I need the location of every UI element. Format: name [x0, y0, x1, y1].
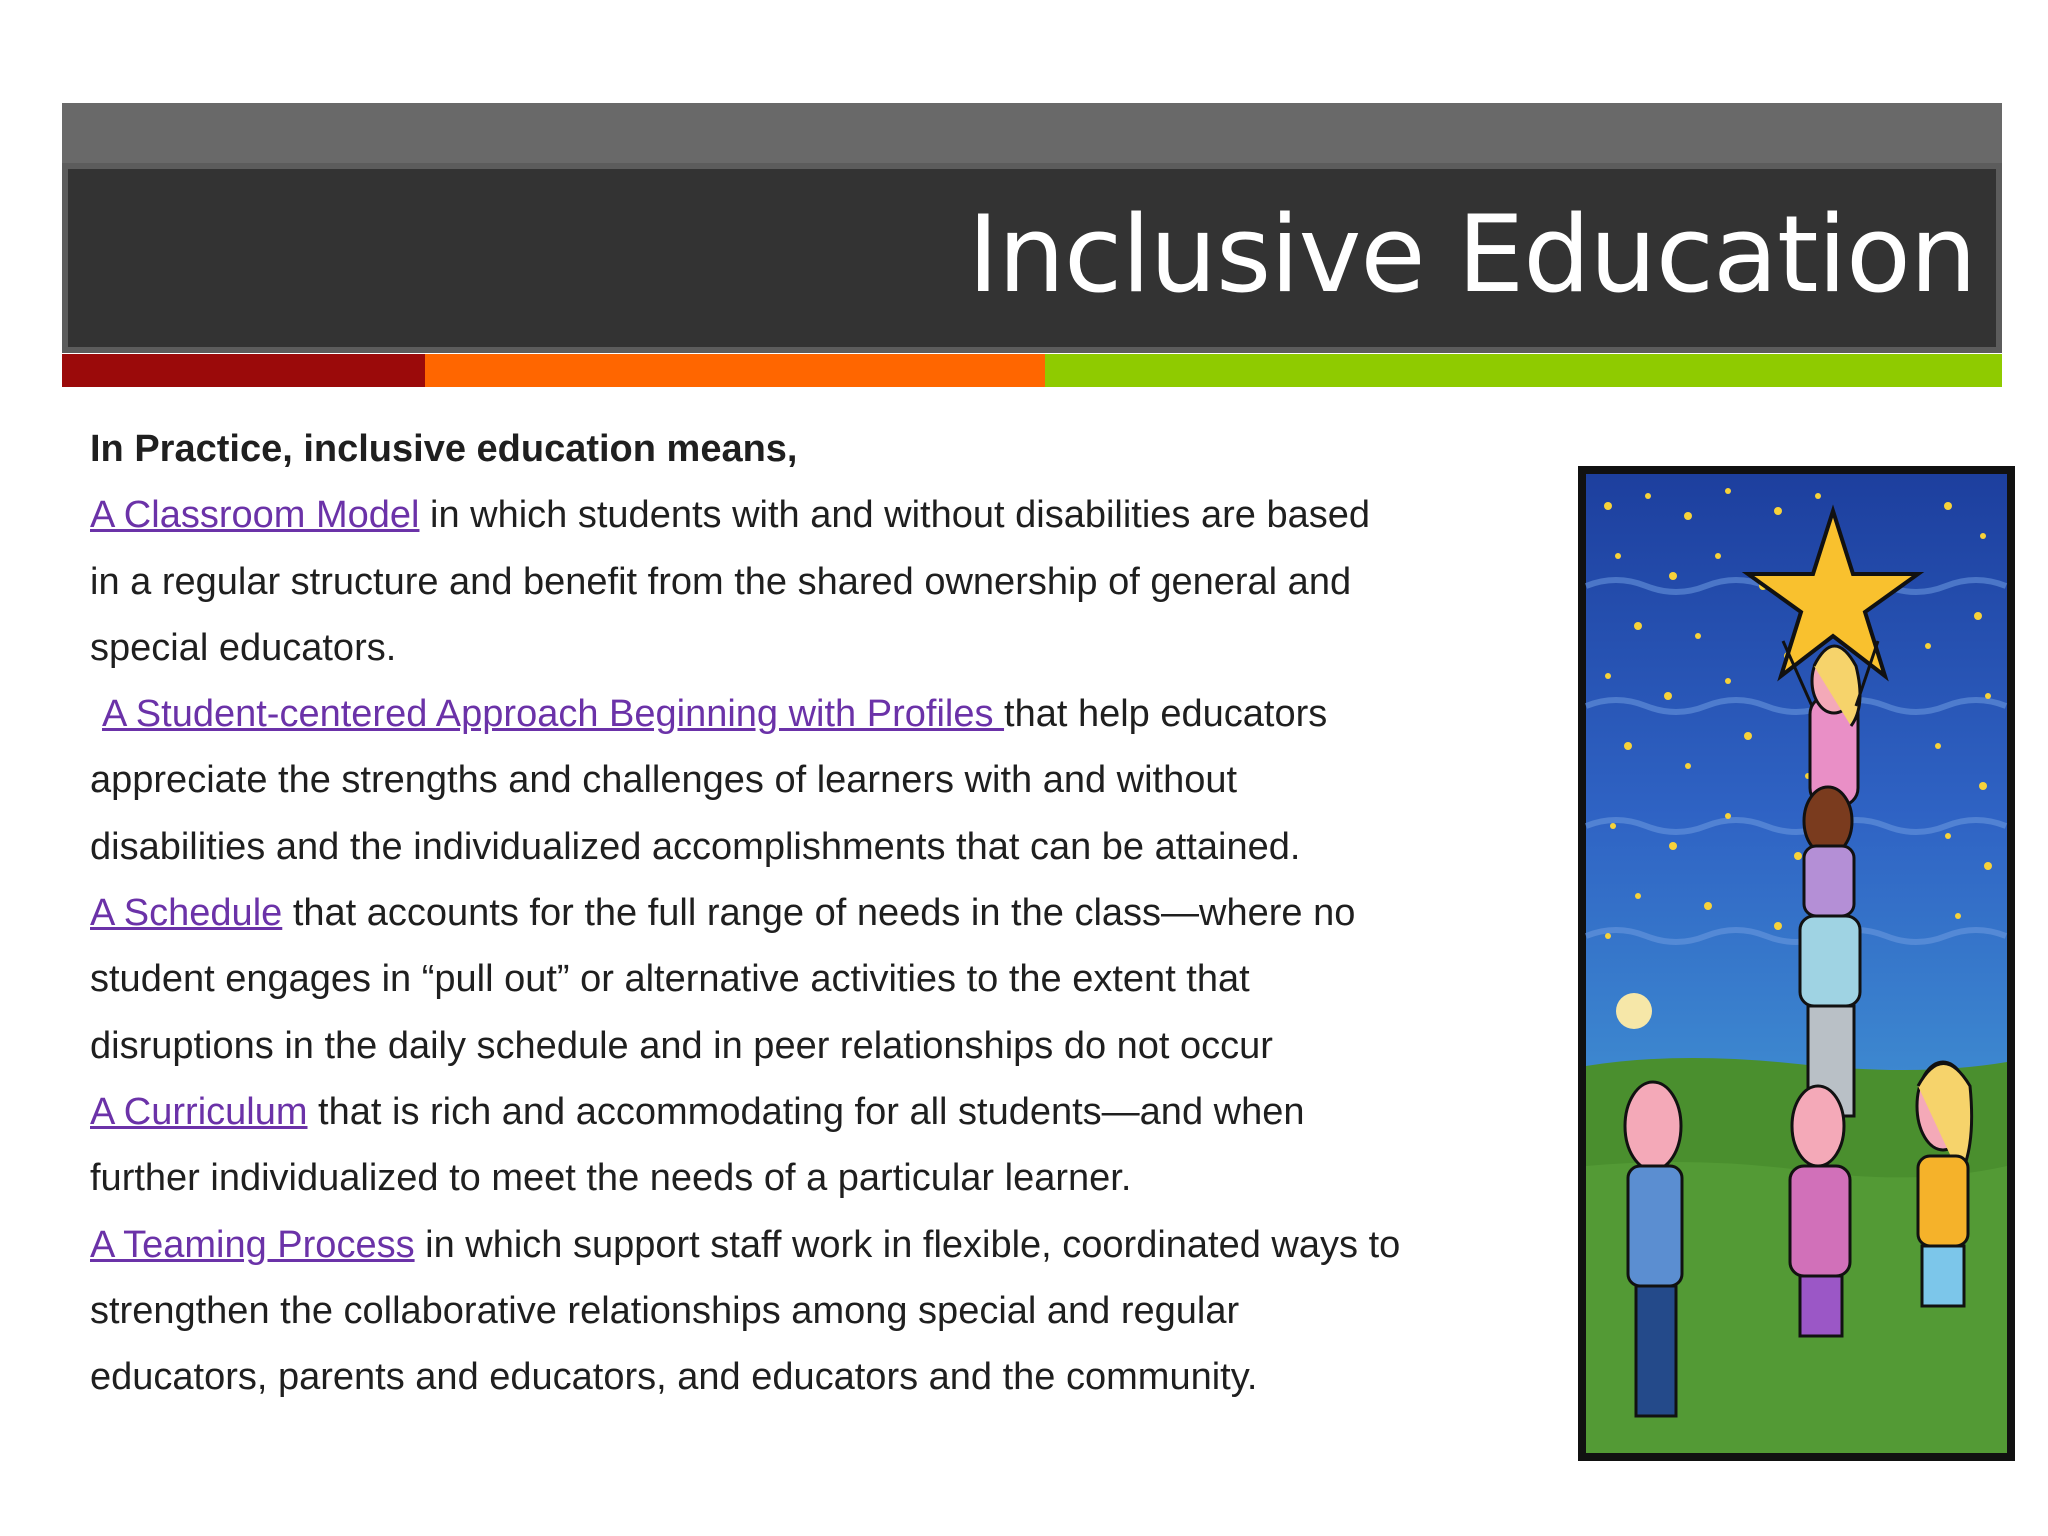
- slide-title: Inclusive Education: [967, 193, 1976, 316]
- third-person: [1800, 916, 1860, 1116]
- accent-stripe-green: [1045, 354, 2002, 387]
- accent-stripe-red: [62, 354, 425, 387]
- accent-stripe-orange: [425, 354, 1045, 387]
- title-bar: [62, 163, 2002, 353]
- teaming-process-link[interactable]: A Teaming Process: [90, 1223, 415, 1266]
- lead-text: In Practice, inclusive education means,: [90, 428, 798, 470]
- item-text: that help educators: [1004, 693, 1328, 736]
- slide-body: [90, 416, 1560, 1410]
- item-curriculum-line-2: further individualized to meet the needs of a particular learner.: [90, 1157, 1132, 1200]
- item-curriculum-line-1: [90, 1079, 1560, 1145]
- item-student-centered-line-3: disabilities and the individualized accomplishments that can be attained.: [90, 825, 1301, 868]
- item-classroom-model-line-1: [90, 482, 1560, 548]
- schedule-link[interactable]: A Schedule: [90, 892, 283, 935]
- item-teaming-line-1: [90, 1212, 1560, 1278]
- item-text: that is rich and accommodating for all students—and when: [307, 1090, 1305, 1133]
- curriculum-link[interactable]: A Curriculum: [90, 1090, 308, 1133]
- classroom-model-link[interactable]: A Classroom Model: [90, 494, 420, 537]
- student-centered-approach-link[interactable]: A Student-centered Approach Beginning with Profiles: [102, 693, 1005, 736]
- item-classroom-model-line-3: special educators.: [90, 626, 397, 669]
- item-student-centered-line-1: [90, 681, 1560, 747]
- item-schedule-line-3: disruptions in the daily schedule and in peer relationships do not occur: [90, 1024, 1273, 1067]
- item-classroom-model-line-2: in a regular structure and benefit from the shared ownership of general and: [90, 560, 1352, 603]
- title-bar-top-band: [62, 103, 2002, 163]
- item-schedule-line-1: [90, 880, 1560, 946]
- people-reaching-for-star-illustration: [1578, 466, 2015, 1461]
- item-schedule-line-2: student engages in “pull out” or alternative activities to the extent that: [90, 958, 1250, 1001]
- item-text: in which students with and without disabilities are based: [419, 494, 1371, 537]
- item-teaming-line-2: strengthen the collaborative relationships among special and regular: [90, 1289, 1240, 1332]
- moon-icon: [1616, 993, 1652, 1029]
- item-teaming-line-3: educators, parents and educators, and educators and the community.: [90, 1356, 1258, 1399]
- second-person: [1804, 787, 1854, 916]
- item-text: in which support staff work in flexible, coordinated ways to: [414, 1223, 1401, 1266]
- item-text: that accounts for the full range of needs in the class—where no: [282, 892, 1356, 935]
- item-student-centered-line-2: appreciate the strengths and challenges of learners with and without: [90, 759, 1238, 802]
